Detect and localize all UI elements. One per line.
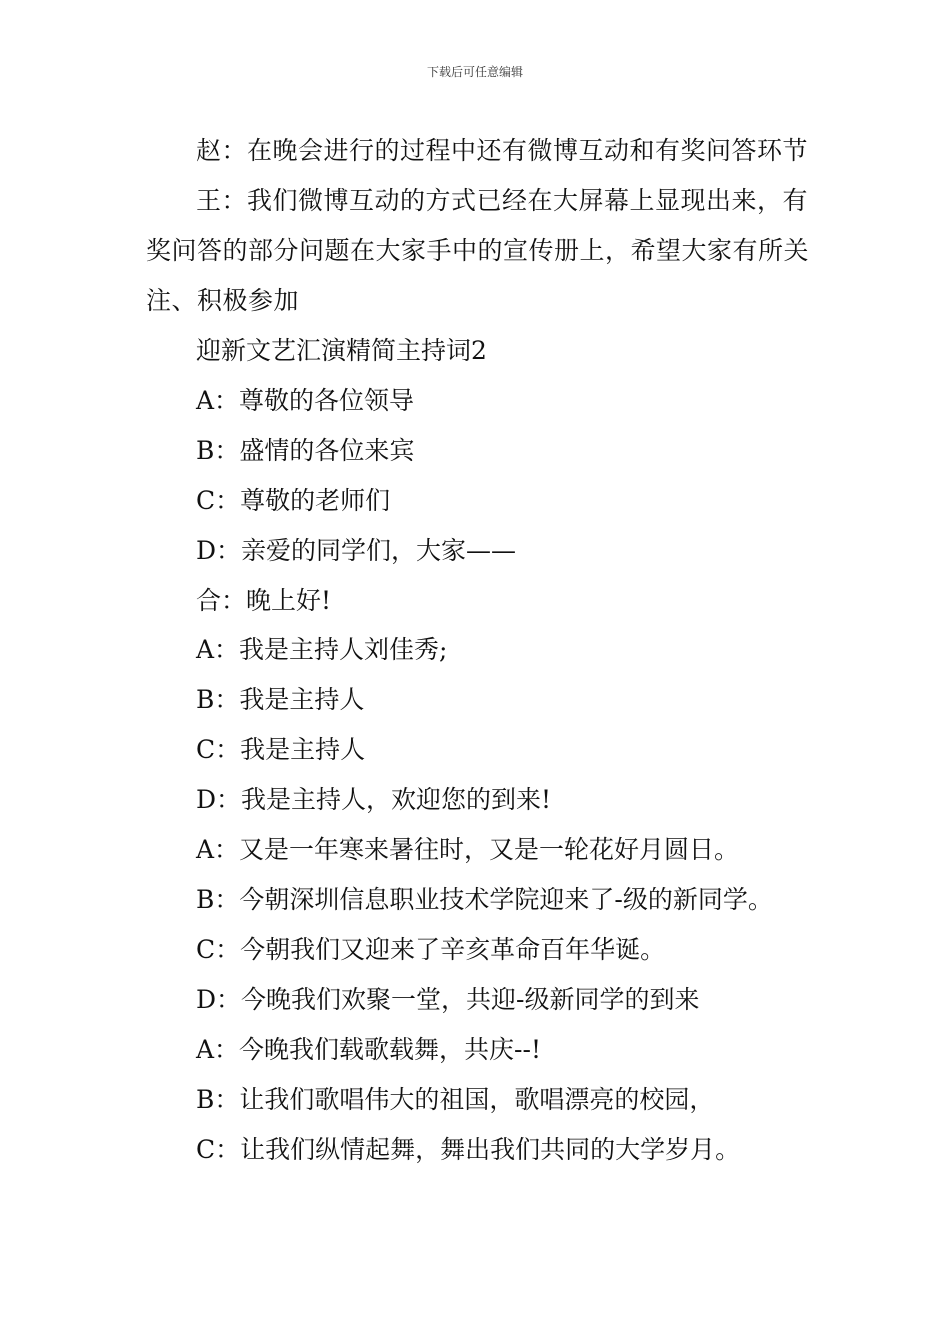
script-line: A：我是主持人刘佳秀; — [196, 635, 448, 665]
script-line: B：盛情的各位来宾 — [196, 435, 415, 465]
document-body — [146, 126, 810, 1174]
script-line: C：尊敬的老师们 — [196, 485, 391, 515]
section-title: 迎新文艺汇演精简主持词2 — [196, 336, 487, 365]
script-line: A：又是一年寒来暑往时，又是一轮花好月圆日。 — [196, 835, 740, 865]
script-line: A：尊敬的各位领导 — [196, 385, 415, 415]
script-line: B：我是主持人 — [196, 685, 365, 715]
script-line: D：今晚我们欢聚一堂，共迎-级新同学的到来 — [196, 984, 700, 1014]
script-line: B：今朝深圳信息职业技术学院迎来了-级的新同学。 — [196, 884, 773, 914]
script-line: C：今朝我们又迎来了辛亥革命百年华诞。 — [196, 934, 666, 964]
script-line: B：让我们歌唱伟大的祖国，歌唱漂亮的校园， — [196, 1084, 715, 1114]
script-line: 合：晚上好! — [196, 585, 332, 615]
script-line: D：我是主持人，欢迎您的到来! — [196, 785, 552, 815]
paragraph-zhao: 赵：在晚会进行的过程中还有微博互动和有奖问答环节 — [196, 136, 809, 165]
script-line: D：亲爱的同学们，大家—— — [196, 535, 517, 565]
script-line: C：我是主持人 — [196, 735, 366, 765]
script-line: A：今晚我们载歌载舞，共庆--! — [196, 1034, 541, 1064]
paragraph-wang: 王：我们微博互动的方式已经在大屏幕上显现出来，有奖问答的部分问题在大家手中的宣传册上，希望大家有所关注、积极参加 — [146, 186, 810, 315]
page-header: 下载后可任意编辑 — [426, 65, 523, 79]
script-line: C：让我们纵情起舞，舞出我们共同的大学岁月。 — [196, 1134, 741, 1164]
